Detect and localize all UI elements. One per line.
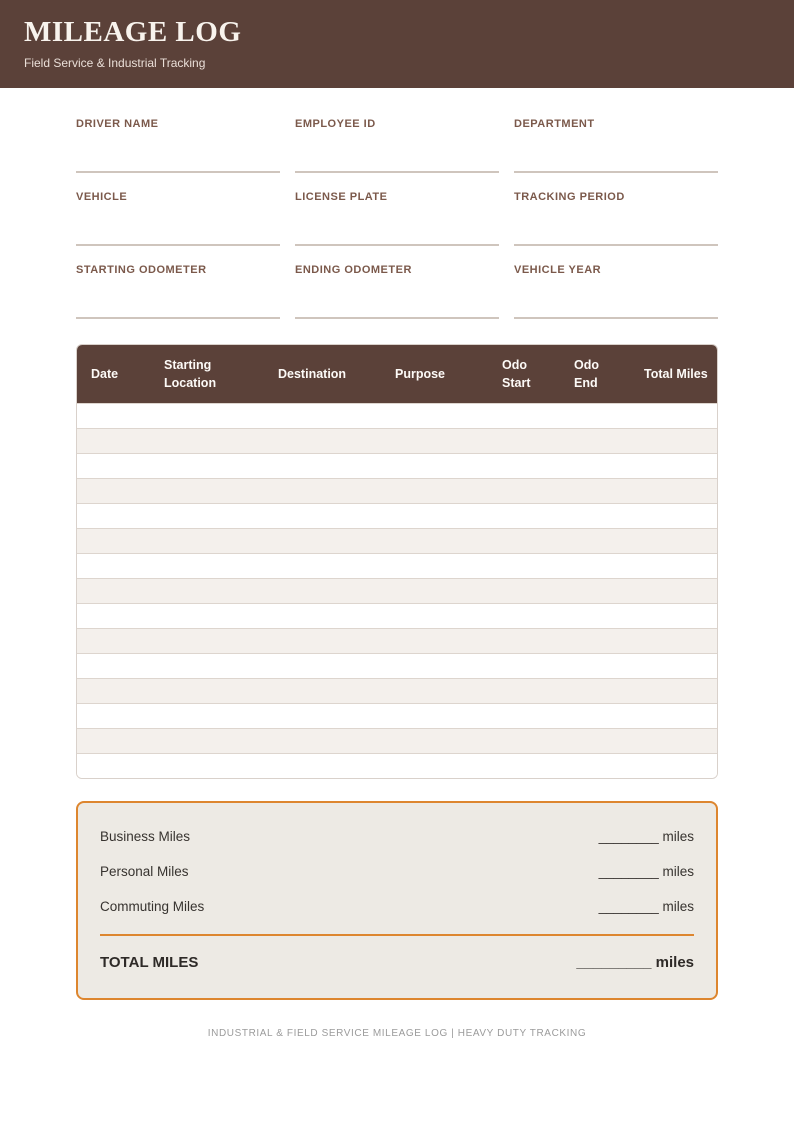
field-input-line-tracking-period[interactable]	[514, 244, 718, 246]
field-driver-name	[76, 118, 280, 173]
summary-label-business-miles: Business Miles	[100, 829, 191, 844]
table-row[interactable]	[77, 478, 717, 503]
mileage-table	[76, 344, 718, 779]
total-miles-blank[interactable]: _________	[576, 954, 652, 971]
field-label-license-plate: LICENSE PLATE	[295, 191, 388, 203]
summary-suffix-commuting-miles: miles	[662, 899, 694, 914]
table-row[interactable]	[77, 703, 717, 728]
field-tracking-period	[514, 191, 718, 246]
column-header-destination: Destination	[278, 366, 347, 381]
table-row[interactable]	[77, 628, 717, 653]
field-input-line-vehicle-year[interactable]	[514, 317, 718, 319]
field-input-line-vehicle[interactable]	[76, 244, 280, 246]
column-header-odo-end: Odo End	[574, 357, 599, 390]
table-row[interactable]	[77, 528, 717, 553]
table-row[interactable]	[77, 653, 717, 678]
mileage-table-body	[77, 403, 717, 778]
field-license-plate	[295, 191, 499, 246]
column-header-starting-location: Starting Location	[164, 357, 217, 390]
table-row[interactable]	[77, 753, 717, 778]
summary-blank-business-miles[interactable]: ________	[598, 829, 659, 844]
table-row[interactable]	[77, 728, 717, 753]
page-title: MILEAGE LOG	[24, 16, 242, 48]
field-input-line-employee-id[interactable]	[295, 171, 499, 173]
total-miles-row	[100, 936, 694, 974]
total-miles-suffix: miles	[655, 954, 694, 971]
field-starting-odometer	[76, 264, 280, 319]
field-employee-id	[295, 118, 499, 173]
table-row[interactable]	[77, 403, 717, 428]
page-subtitle: Field Service & Industrial Tracking	[24, 56, 206, 70]
field-label-driver-name: DRIVER NAME	[76, 118, 159, 130]
table-row[interactable]	[77, 603, 717, 628]
field-label-vehicle-year: VEHICLE YEAR	[514, 264, 602, 276]
field-ending-odometer	[295, 264, 499, 319]
summary-blank-commuting-miles[interactable]: ________	[598, 899, 659, 914]
field-vehicle-year	[514, 264, 718, 319]
summary-blank-personal-miles[interactable]: ________	[598, 864, 659, 879]
table-row[interactable]	[77, 428, 717, 453]
field-label-employee-id: EMPLOYEE ID	[295, 118, 376, 130]
column-header-purpose: Purpose	[395, 366, 446, 381]
summary-suffix-personal-miles: miles	[662, 864, 694, 879]
header-banner	[0, 0, 794, 88]
summary-row-commuting-miles	[100, 897, 694, 917]
table-row[interactable]	[77, 578, 717, 603]
field-label-department: DEPARTMENT	[514, 118, 595, 130]
summary-label-personal-miles: Personal Miles	[100, 864, 189, 879]
summary-box	[76, 801, 718, 1000]
field-input-line-ending-odometer[interactable]	[295, 317, 499, 319]
field-input-line-license-plate[interactable]	[295, 244, 499, 246]
field-input-line-department[interactable]	[514, 171, 718, 173]
table-row[interactable]	[77, 678, 717, 703]
field-label-ending-odometer: ENDING ODOMETER	[295, 264, 412, 276]
summary-items	[100, 827, 694, 917]
field-label-starting-odometer: STARTING ODOMETER	[76, 264, 207, 276]
field-label-tracking-period: TRACKING PERIOD	[514, 191, 625, 203]
summary-label-commuting-miles: Commuting Miles	[100, 899, 205, 914]
summary-row-personal-miles	[100, 862, 694, 882]
column-header-date: Date	[91, 366, 119, 381]
column-header-total-miles: Total Miles	[644, 366, 708, 381]
summary-row-business-miles	[100, 827, 694, 847]
table-row[interactable]	[77, 453, 717, 478]
field-input-line-starting-odometer[interactable]	[76, 317, 280, 319]
table-row[interactable]	[77, 503, 717, 528]
table-row[interactable]	[77, 553, 717, 578]
page-content	[0, 118, 794, 1039]
field-department	[514, 118, 718, 173]
summary-suffix-business-miles: miles	[662, 829, 694, 844]
driver-info-form	[76, 118, 718, 319]
field-vehicle	[76, 191, 280, 246]
column-header-odo-start: Odo Start	[502, 357, 531, 390]
footer-note: INDUSTRIAL & FIELD SERVICE MILEAGE LOG | HEAVY DUTY TRACKING	[207, 1028, 587, 1039]
field-input-line-driver-name[interactable]	[76, 171, 280, 173]
total-miles-label: TOTAL MILES	[100, 954, 199, 971]
mileage-table-header	[77, 345, 717, 403]
field-label-vehicle: VEHICLE	[76, 191, 128, 203]
